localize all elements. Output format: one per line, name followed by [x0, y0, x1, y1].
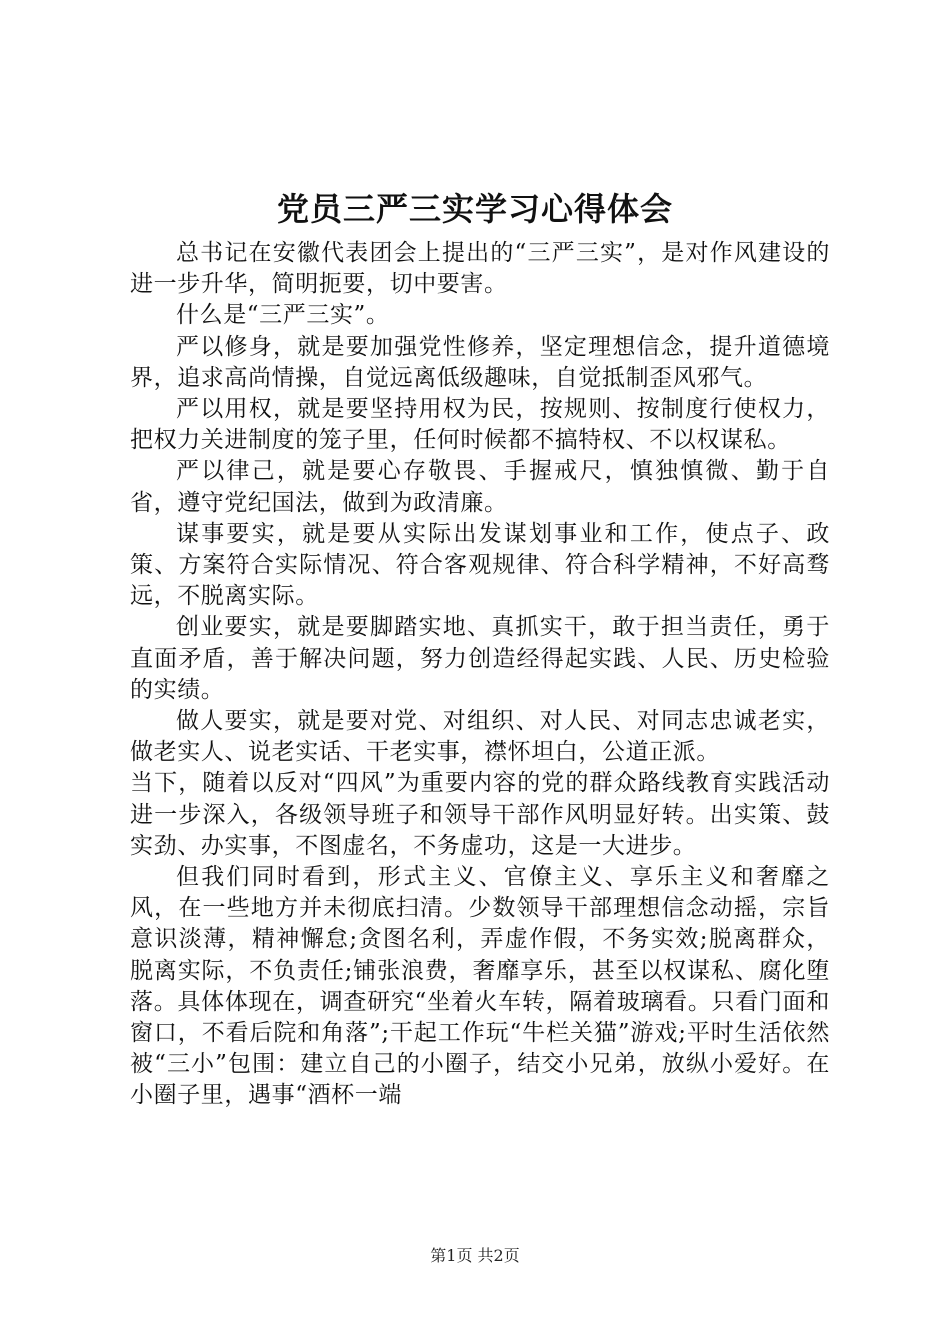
- paragraph: 谋事要实，就是要从实际出发谋划事业和工作，使点子、政策、方案符合实际情况、符合客观规律、符合科学精神，不好高骛远，不脱离实际。: [130, 520, 830, 610]
- paragraph: 做人要实，就是要对党、对组织、对人民、对同志忠诚老实，做老实人、说老实话、干老实事，襟怀坦白，公道正派。: [130, 708, 830, 766]
- paragraph: 当下，随着以反对“四风”为重要内容的党的群众路线教育实践活动进一步深入，各级领导班子和领导干部作风明显好转。出实策、鼓实劲、办实事，不图虚名，不务虚功，这是一大进步。: [130, 770, 830, 859]
- paragraph: 创业要实，就是要脚踏实地、真抓实干，敢于担当责任，勇于直面矛盾，善于解决问题，努力创造经得起实践、人民、历史检验的实绩。: [130, 614, 830, 703]
- paragraph: 什么是“三严三实”。: [176, 302, 390, 329]
- paragraph: 但我们同时看到，形式主义、官僚主义、享乐主义和奢靡之风，在一些地方并未彻底扫清。少数领导干部理想信念动摇，宗旨意识淡薄，精神懈怠;贪图名利，弄虚作假，不务实效;脱离群众，脱离实际，不负责任;铺张浪费，奢靡享乐，甚至以权谋私、腐化堕落。具体体现在，调查研究“坐着火车转，隔着玻璃看。只看门面和窗口，不看后院和角落”;干起工作玩“牛栏关猫”游戏;平时生活依然被“三小”包围：建立自己的小圈子，结交小兄弟，放纵小爱好。在小圈子里，遇事“酒杯一端: [130, 864, 830, 1109]
- paragraph: 严以修身，就是要加强党性修养，坚定理想信念，提升道德境界，追求高尚情操，自觉远离低级趣味，自觉抵制歪风邪气。: [130, 333, 830, 391]
- paragraph: 严以律己，就是要心存敬畏、手握戒尺，慎独慎微、勤于自省，遵守党纪国法，做到为政清廉。: [130, 458, 830, 516]
- paragraph: 严以用权，就是要坚持用权为民，按规则、按制度行使权力，把权力关进制度的笼子里，任何时候都不搞特权、不以权谋私。: [130, 396, 830, 454]
- paragraph: 总书记在安徽代表团会上提出的“三严三实”，是对作风建设的进一步升华，简明扼要，切中要害。: [130, 240, 830, 298]
- document-body: [130, 238, 830, 1112]
- page-number-footer: 第1页 共2页: [430, 1246, 520, 1265]
- document-title: 党员三严三实学习心得体会: [276, 190, 673, 228]
